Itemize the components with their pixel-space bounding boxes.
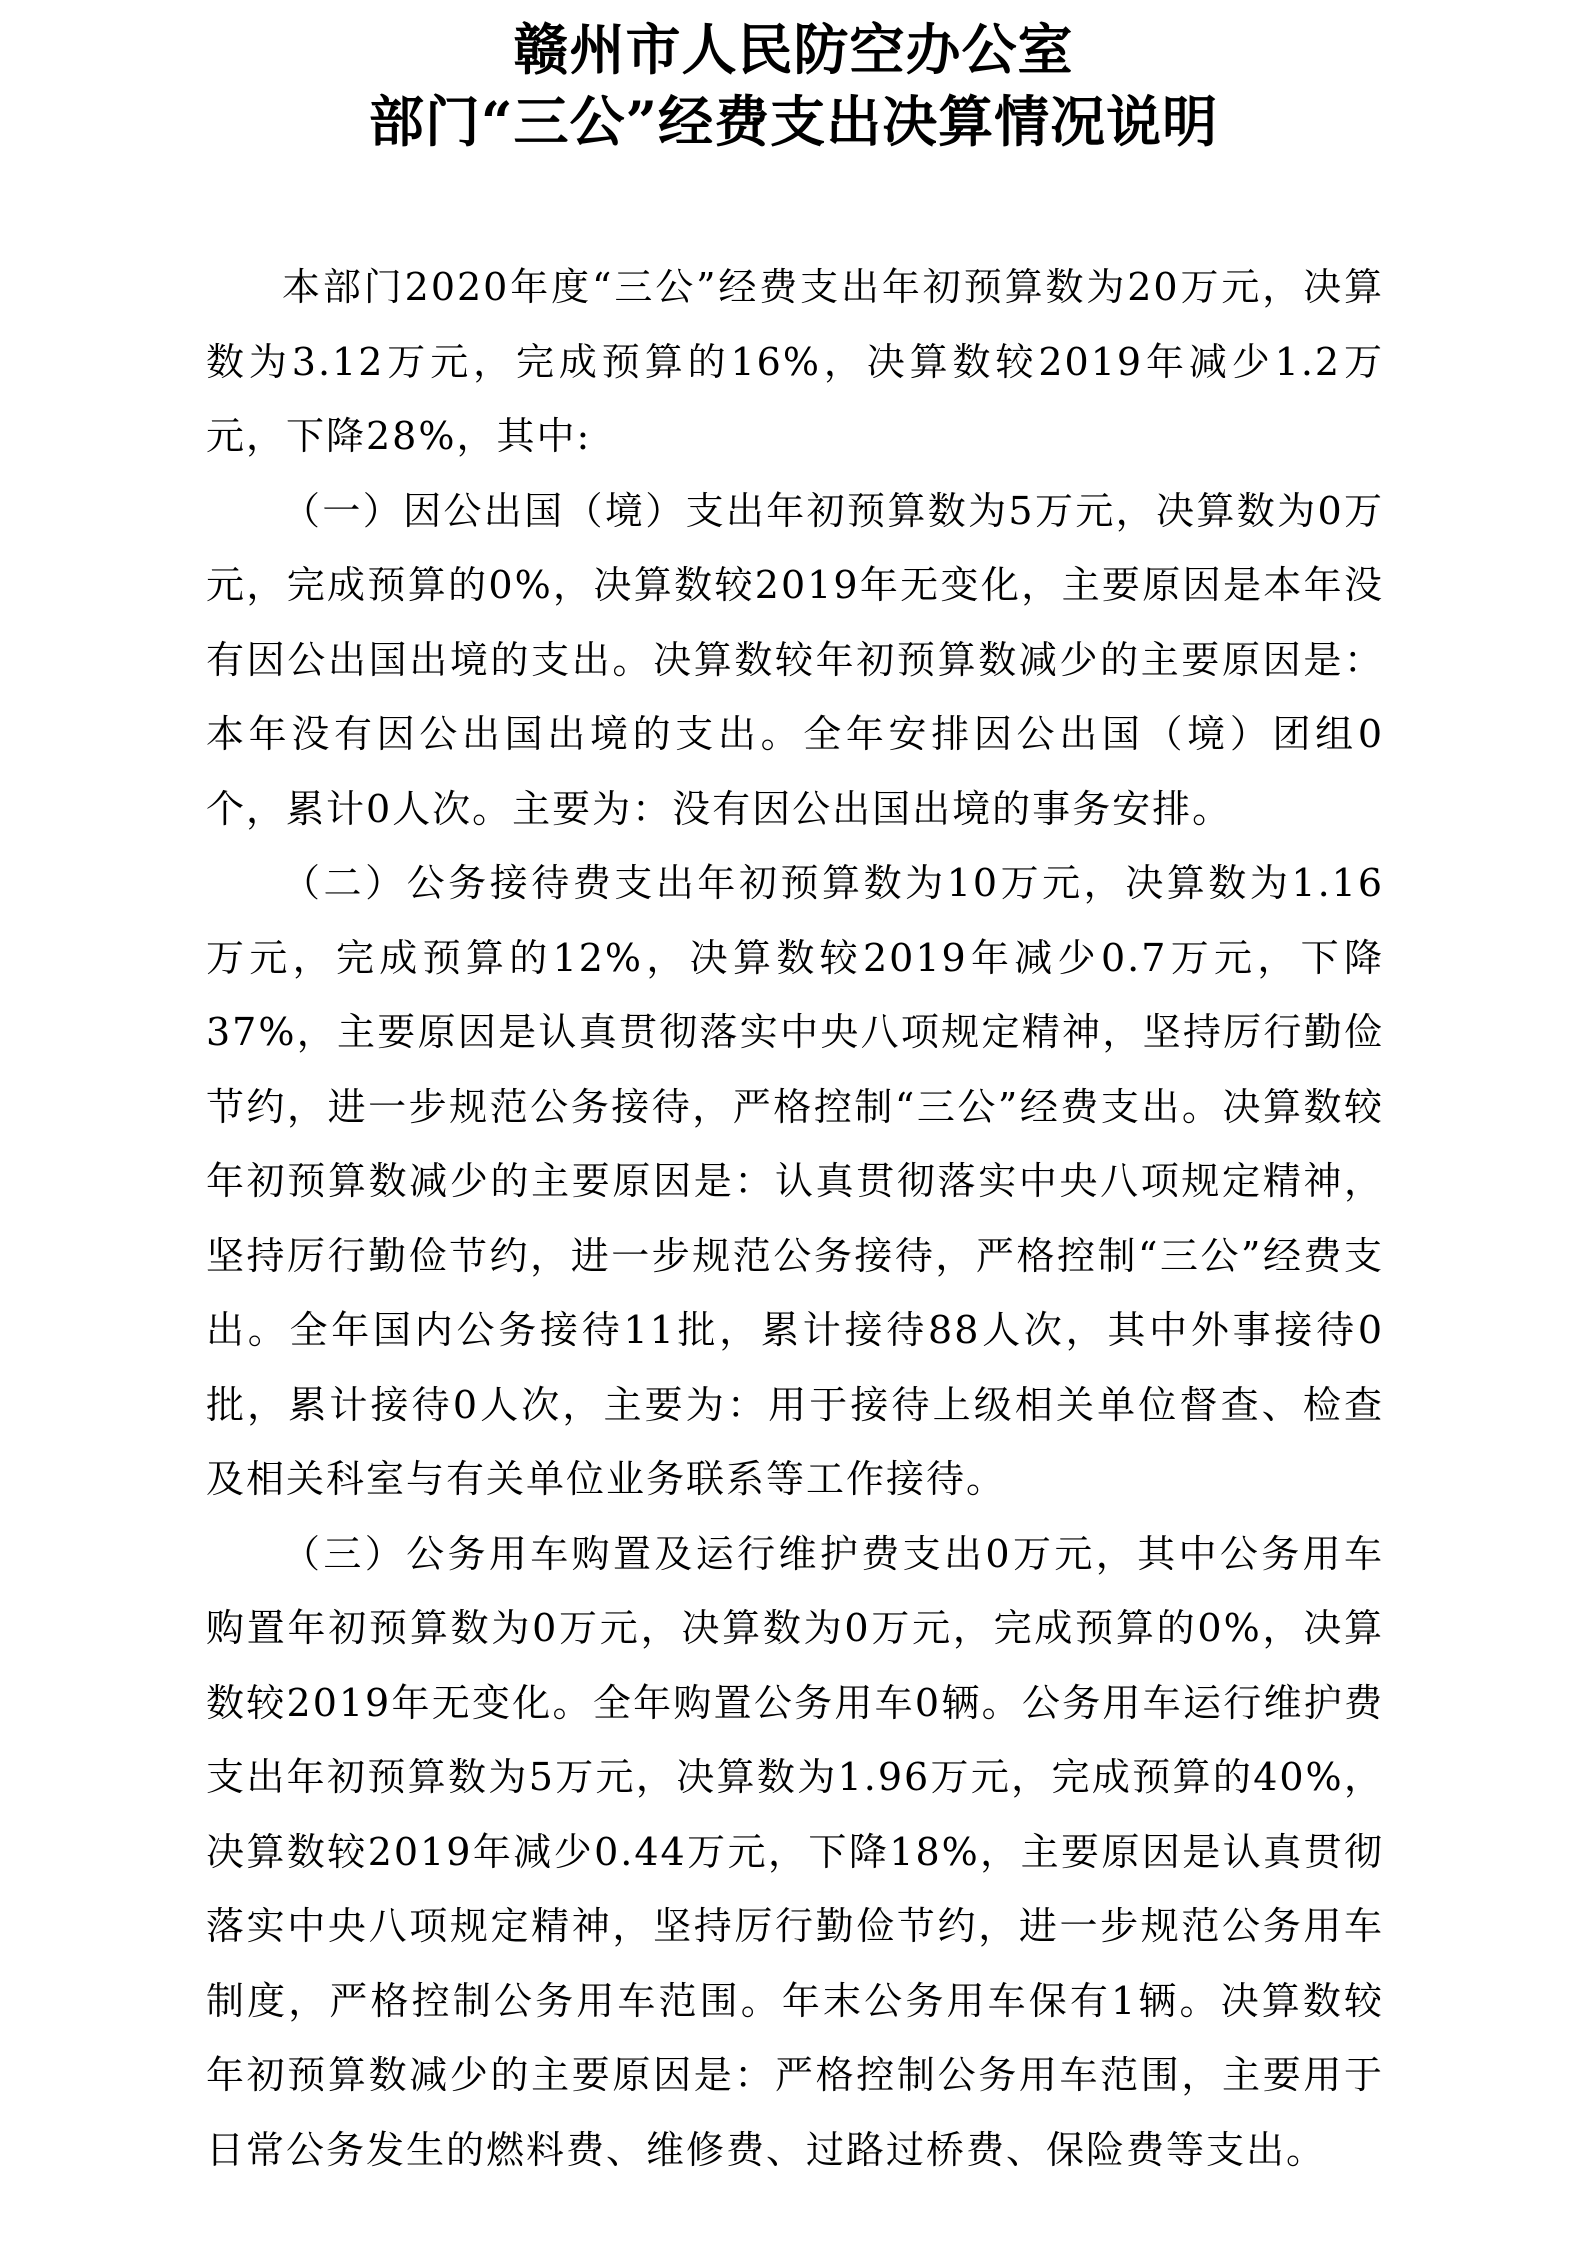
paragraph-summary: 本部门2020年度“三公”经费支出年初预算数为20万元，决算数为3.12万元，完成预算的16%，决算数较2019年减少1.2万元，下降28%，其中: <box>206 265 1384 458</box>
paragraph-official-reception: （二）公务接待费支出年初预算数为10万元，决算数为1.16万元，完成预算的12%，决算数较2019年减少0.7万元，下降37%，主要原因是认真贯彻落实中央八项规定精神，坚持厉行勤俭节约，进一步规范公务接待，严格控制“三公”经费支出。决算数较年初预算数减少的主要原因是：认真贯彻落实中央八项规定精神，坚持厉行勤俭节约，进一步规范公务接待，严格控制“三公”经费支出。全年国内公务接待11批，累计接待88人次，其中外事接待0批，累计接待0人次，主要为：用于接待上级相关单位督查、检查及相关科室与有关单位业务联系等工作接待。 <box>206 861 1384 1501</box>
paragraph-official-vehicles: （三）公务用车购置及运行维护费支出0万元，其中公务用车购置年初预算数为0万元，决算数为0万元，完成预算的0%，决算数较2019年无变化。全年购置公务用车0辆。公务用车运行维护费支出年初预算数为5万元，决算数为1.96万元，完成预算的40%，决算数较2019年减少0.44万元，下降18%，主要原因是认真贯彻落实中央八项规定精神，坚持厉行勤俭节约，进一步规范公务用车制度，严格控制公务用车范围。年末公务用车保有1辆。决算数较年初预算数减少的主要原因是：严格控制公务用车范围，主要用于日常公务发生的燃料费、维修费、过路过桥费、保险费等支出。 <box>206 1531 1384 2172</box>
paragraph-overseas-travel: （一）因公出国（境）支出年初预算数为5万元，决算数为0万元，完成预算的0%，决算数较2019年无变化，主要原因是本年没有因公出国出境的支出。决算数较年初预算数减少的主要原因是：本年没有因公出国出境的支出。全年安排因公出国（境）团组0个，累计0人次。主要为：没有因公出国出境的事务安排。 <box>206 488 1384 831</box>
document-body <box>206 250 1384 2187</box>
document-title-line-2: 部门“三公”经费支出决算情况说明 <box>368 89 1219 154</box>
document-title-line-1: 赣州市人民防空办公室 <box>513 17 1074 82</box>
